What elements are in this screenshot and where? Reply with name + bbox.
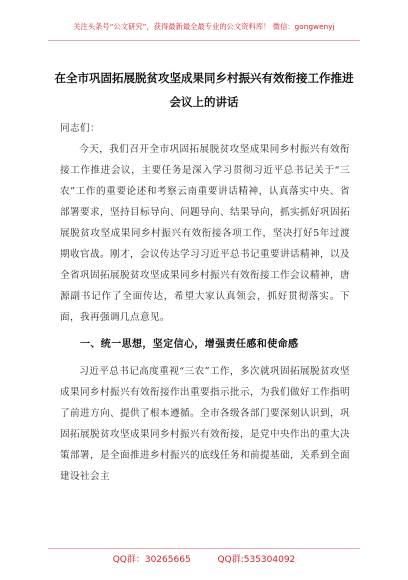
section-heading-1: 一、统一思想，坚定信心，增强责任感和使命感 xyxy=(80,339,299,350)
footer-qq-group-2: QQ群:535304092 xyxy=(217,555,296,565)
document-body xyxy=(60,118,350,487)
page-header: 关注头条号“公文研究”，获得最新最全最专业的公文资料库！ 微信：gongwenyj xyxy=(73,22,335,31)
footer-qq-group-1: QQ群：30265665 xyxy=(112,555,191,565)
document-title: 在全市巩固拓展脱贫攻坚成果同乡村振兴有效衔接工作推进会议上的讲话 xyxy=(54,71,354,109)
page-footer xyxy=(0,552,408,565)
header-divider xyxy=(48,40,360,41)
paragraph-1: 今天，我们召开全市巩固拓展脱贫攻坚成果同乡村振兴有效衔接工作推进会议，主要任务是深入学习贯彻习近平总书记关于“三农”工作的重要论述和考察云南重要讲话精神，认真落实中央、省部署要求，坚持目标导向、问题导向、结果导向，抓实抓好巩固拓展脱贫攻坚成果同乡村振兴有效衔接各项工作，坚决打好5年过渡期收官战。刚才，会议传达学习习近平总书记重要讲话精神，以及全省巩固拓展脱贫攻坚成果同乡村振兴有效衔接工作会议精神，唐源副书记作了全面传达，希望大家认真领会，抓好贯彻落实。下面，我再强调几点意见。 xyxy=(60,144,350,323)
salutation: 同志们： xyxy=(60,123,100,134)
paragraph-2: 习近平总书记高度重视“三农”工作，多次就巩固拓展脱贫攻坚成果同乡村振兴有效衔接作出重要指示批示，为我们做好工作指明了前进方向、提供了根本遵循。全市各级各部门要深刻认识到，巩固拓展脱贫攻坚成果同乡村振兴有效衔接，是党中央作出的重大决策部署，是全面推进乡村振兴的底线任务和前提基础，关系到全面建设社会主 xyxy=(60,366,350,482)
footer-divider xyxy=(48,548,360,549)
